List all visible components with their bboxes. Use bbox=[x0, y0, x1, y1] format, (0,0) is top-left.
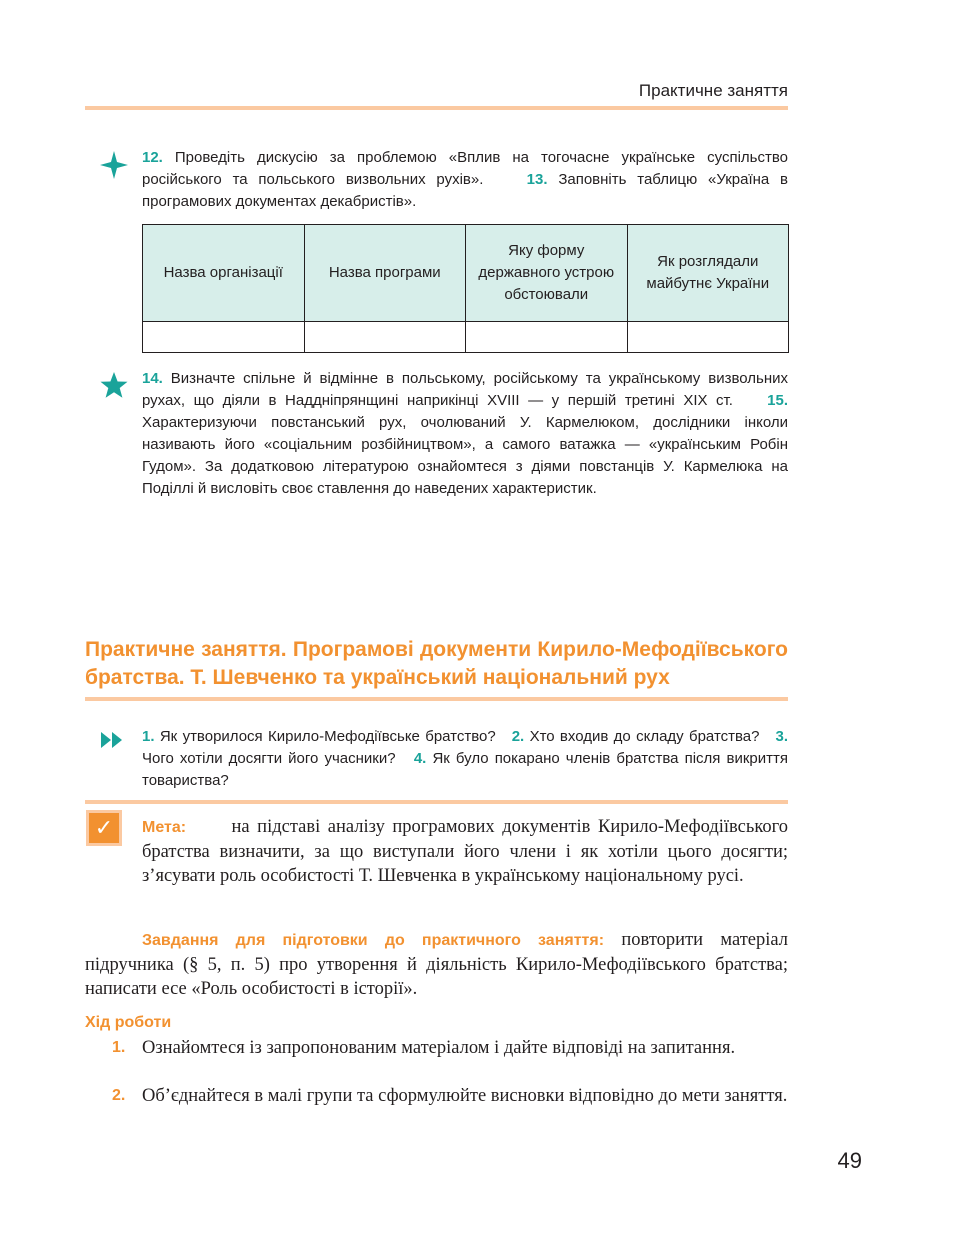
table-header-row bbox=[143, 225, 789, 322]
step-number: 2. bbox=[112, 1087, 126, 1104]
task-14-15 bbox=[142, 368, 788, 500]
goal-text: на підставі аналізу програмових документів Кирило-Мефодіївського братства визначити, за що виступали його члени і як хотіли цього досягти; з’ясувати роль особистості Т. Шевченка в українському національному русі. bbox=[142, 817, 789, 886]
task-text: Визначте спільне й відмінне в польському, російському та українському визвольних рухах, що діяли в Наддніпрянщині наприкінці XVIII — у першій третині XIX ст. bbox=[142, 370, 788, 409]
table-row bbox=[143, 322, 789, 353]
preparation-text: повторити матеріал підручника (§ 5, п. 5) про утворення й діяльність Кирило-Мефодіївського братства; написати есе «Роль особистості в історії». bbox=[85, 930, 789, 999]
list-item bbox=[112, 1036, 788, 1060]
question-number: 1. bbox=[142, 728, 155, 745]
list-item bbox=[112, 1084, 788, 1108]
table-header-cell: Яку форму державного устрою обстоювали bbox=[466, 225, 628, 322]
preparation-paragraph bbox=[85, 928, 788, 1001]
goal-label: Мета: bbox=[142, 819, 187, 836]
question-text: Чого хотіли досягти його учасники? bbox=[142, 750, 396, 767]
table-header-cell: Назва програми bbox=[304, 225, 466, 322]
task-text: Заповніть таблицю «Україна в програмових документах декабристів». bbox=[142, 171, 789, 210]
table-header-cell: Назва організації bbox=[143, 225, 305, 322]
goal-paragraph bbox=[142, 815, 788, 888]
section-title-rule bbox=[85, 697, 788, 701]
table-cell[interactable] bbox=[143, 322, 305, 353]
four-point-star-icon bbox=[99, 150, 129, 180]
double-play-icon bbox=[100, 731, 124, 749]
step-number: 1. bbox=[112, 1039, 126, 1056]
table-cell[interactable] bbox=[627, 322, 789, 353]
question-text: Хто входив до складу братства? bbox=[529, 728, 760, 745]
page-number: 49 bbox=[837, 1148, 862, 1173]
step-text: Ознайомтеся із запропонованим матеріалом і дайте відповіді на запитання. bbox=[142, 1038, 736, 1058]
checkmark-icon: ✓ bbox=[86, 810, 122, 846]
task-12-13 bbox=[142, 147, 788, 213]
preparation-label: Завдання для підготовки до практичного заняття: bbox=[142, 932, 605, 949]
table-cell[interactable] bbox=[304, 322, 466, 353]
question-number: 4. bbox=[413, 750, 427, 767]
task-number: 15. bbox=[767, 392, 789, 409]
section-title: Практичне заняття. Програмові документи Кирило-Мефодіївського братства. Т. Шевченко та український національний рух bbox=[85, 638, 788, 689]
question-number: 2. bbox=[511, 728, 525, 745]
decembrist-programs-table bbox=[142, 224, 789, 353]
question-text: Як було покарано членів братства після викриття товариства? bbox=[142, 750, 788, 789]
five-point-star-icon bbox=[99, 370, 129, 400]
running-header: Практичне заняття bbox=[638, 81, 788, 100]
task-number: 12. bbox=[142, 149, 163, 166]
question-number: 3. bbox=[775, 728, 788, 745]
review-questions bbox=[142, 726, 788, 792]
table-header-cell: Як розглядали майбутнє України bbox=[627, 225, 789, 322]
header-rule bbox=[85, 106, 788, 110]
table-cell[interactable] bbox=[466, 322, 628, 353]
task-text: Характеризуючи повстанський рух, очолюваний У. Кармелюком, дослідники інколи називають його «соціальним розбійництвом», а самого ватажка — «українським Робін Гудом». За додатковою літературою ознайомтеся з діями повстанців У. Кармелюка на Поділлі й висловіть своє ставлення до наведених характеристик. bbox=[142, 414, 788, 497]
workflow-heading: Хід роботи bbox=[85, 1014, 172, 1031]
task-text: Проведіть дискусію за проблемою «Вплив на тогочасне українське суспільство російського та польського визвольних рухів». bbox=[142, 149, 788, 188]
goal-rule bbox=[85, 800, 788, 804]
step-text: Об’єднайтеся в малі групи та сформулюйте висновки відповідно до мети заняття. bbox=[142, 1086, 788, 1106]
question-text: Як утворилося Кирило-Мефодіївське братство? bbox=[159, 728, 496, 745]
task-number: 13. bbox=[526, 171, 548, 188]
task-number: 14. bbox=[142, 370, 163, 387]
